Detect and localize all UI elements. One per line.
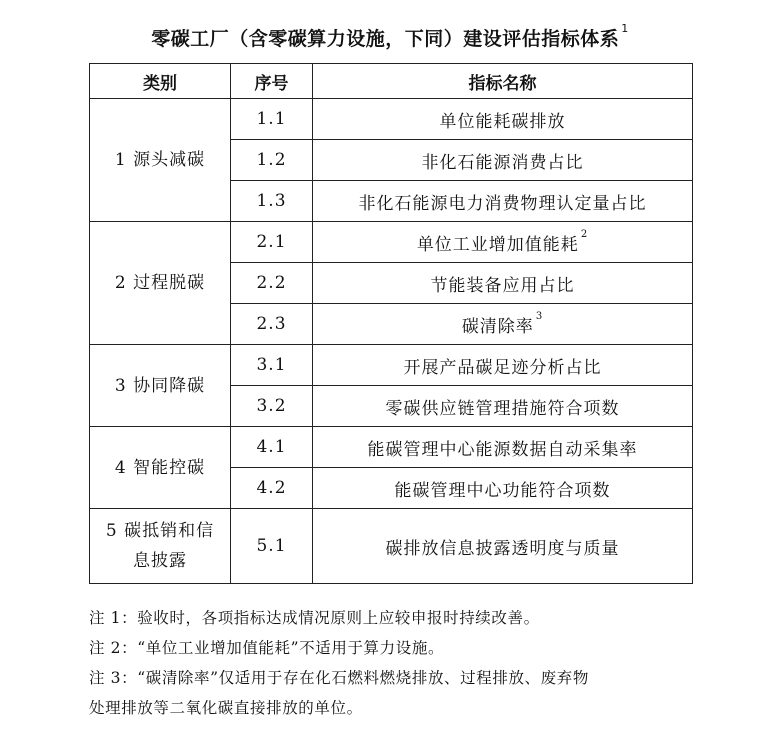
title-footnote-mark: 1	[621, 22, 629, 35]
table-header-row	[90, 64, 693, 99]
category-line-2: 息披露	[133, 551, 187, 571]
name-cell	[313, 263, 693, 304]
indicator-name: 碳清除率	[461, 316, 534, 337]
number-cell: 1.3	[231, 181, 313, 222]
number-cell: 2.3	[231, 304, 313, 345]
name-cell	[313, 386, 693, 427]
table-row	[90, 345, 693, 386]
table-row	[90, 427, 693, 468]
note-3-line-2: 处理排放等二氧化碳直接排放的单位。	[89, 699, 363, 717]
footnote-mark: 3	[535, 310, 544, 322]
name-cell	[313, 140, 693, 181]
category-cell: 2 过程脱碳	[90, 222, 231, 345]
name-cell	[313, 345, 693, 386]
header-number: 序号	[231, 64, 313, 99]
number-cell: 1.1	[231, 99, 313, 140]
indicator-name: 非化石能源电力消费物理认定量占比	[358, 193, 647, 214]
table-row	[90, 99, 693, 140]
indicator-name: 能碳管理中心功能符合项数	[394, 480, 611, 501]
indicator-name: 碳排放信息披露透明度与质量	[385, 538, 620, 559]
name-cell	[313, 427, 693, 468]
header-name: 指标名称	[313, 64, 693, 99]
indicator-name: 单位能耗碳排放	[439, 111, 566, 132]
indicator-table	[89, 63, 693, 584]
indicator-name: 能碳管理中心能源数据自动采集率	[367, 439, 638, 460]
indicator-name: 节能装备应用占比	[430, 275, 575, 296]
category-cell	[90, 509, 231, 584]
name-cell	[313, 222, 693, 263]
category-line-1: 5 碳抵销和信	[105, 521, 215, 541]
number-cell: 3.2	[231, 386, 313, 427]
indicator-name: 单位工业增加值能耗	[416, 234, 579, 255]
note-2: 注 2：“单位工业增加值能耗”不适用于算力设施。	[89, 639, 445, 657]
note-1: 注 1：验收时，各项指标达成情况原则上应较申报时持续改善。	[89, 609, 540, 627]
number-cell: 2.2	[231, 263, 313, 304]
name-cell	[313, 181, 693, 222]
name-cell	[313, 99, 693, 140]
footnotes	[89, 603, 699, 723]
title-text: 零碳工厂（含零碳算力设施，下同）建设评估指标体系	[151, 28, 620, 50]
number-cell: 4.1	[231, 427, 313, 468]
name-cell	[313, 468, 693, 509]
name-cell	[313, 304, 693, 345]
indicator-name: 开展产品碳足迹分析占比	[403, 357, 602, 378]
footnote-mark: 2	[580, 228, 589, 240]
table-row	[90, 509, 693, 584]
table-title	[0, 24, 780, 51]
number-cell: 1.2	[231, 140, 313, 181]
header-category: 类别	[90, 64, 231, 99]
number-cell: 5.1	[231, 509, 313, 584]
category-cell: 3 协同降碳	[90, 345, 231, 427]
number-cell: 3.1	[231, 345, 313, 386]
indicator-name: 零碳供应链管理措施符合项数	[385, 398, 620, 419]
number-cell: 4.2	[231, 468, 313, 509]
note-3-line-1: 注 3：“碳清除率”仅适用于存在化石燃料燃烧排放、过程排放、废弃物	[89, 669, 589, 687]
number-cell: 2.1	[231, 222, 313, 263]
category-cell: 1 源头减碳	[90, 99, 231, 222]
category-cell: 4 智能控碳	[90, 427, 231, 509]
table-row	[90, 222, 693, 263]
name-cell	[313, 509, 693, 584]
indicator-name: 非化石能源消费占比	[421, 152, 584, 173]
